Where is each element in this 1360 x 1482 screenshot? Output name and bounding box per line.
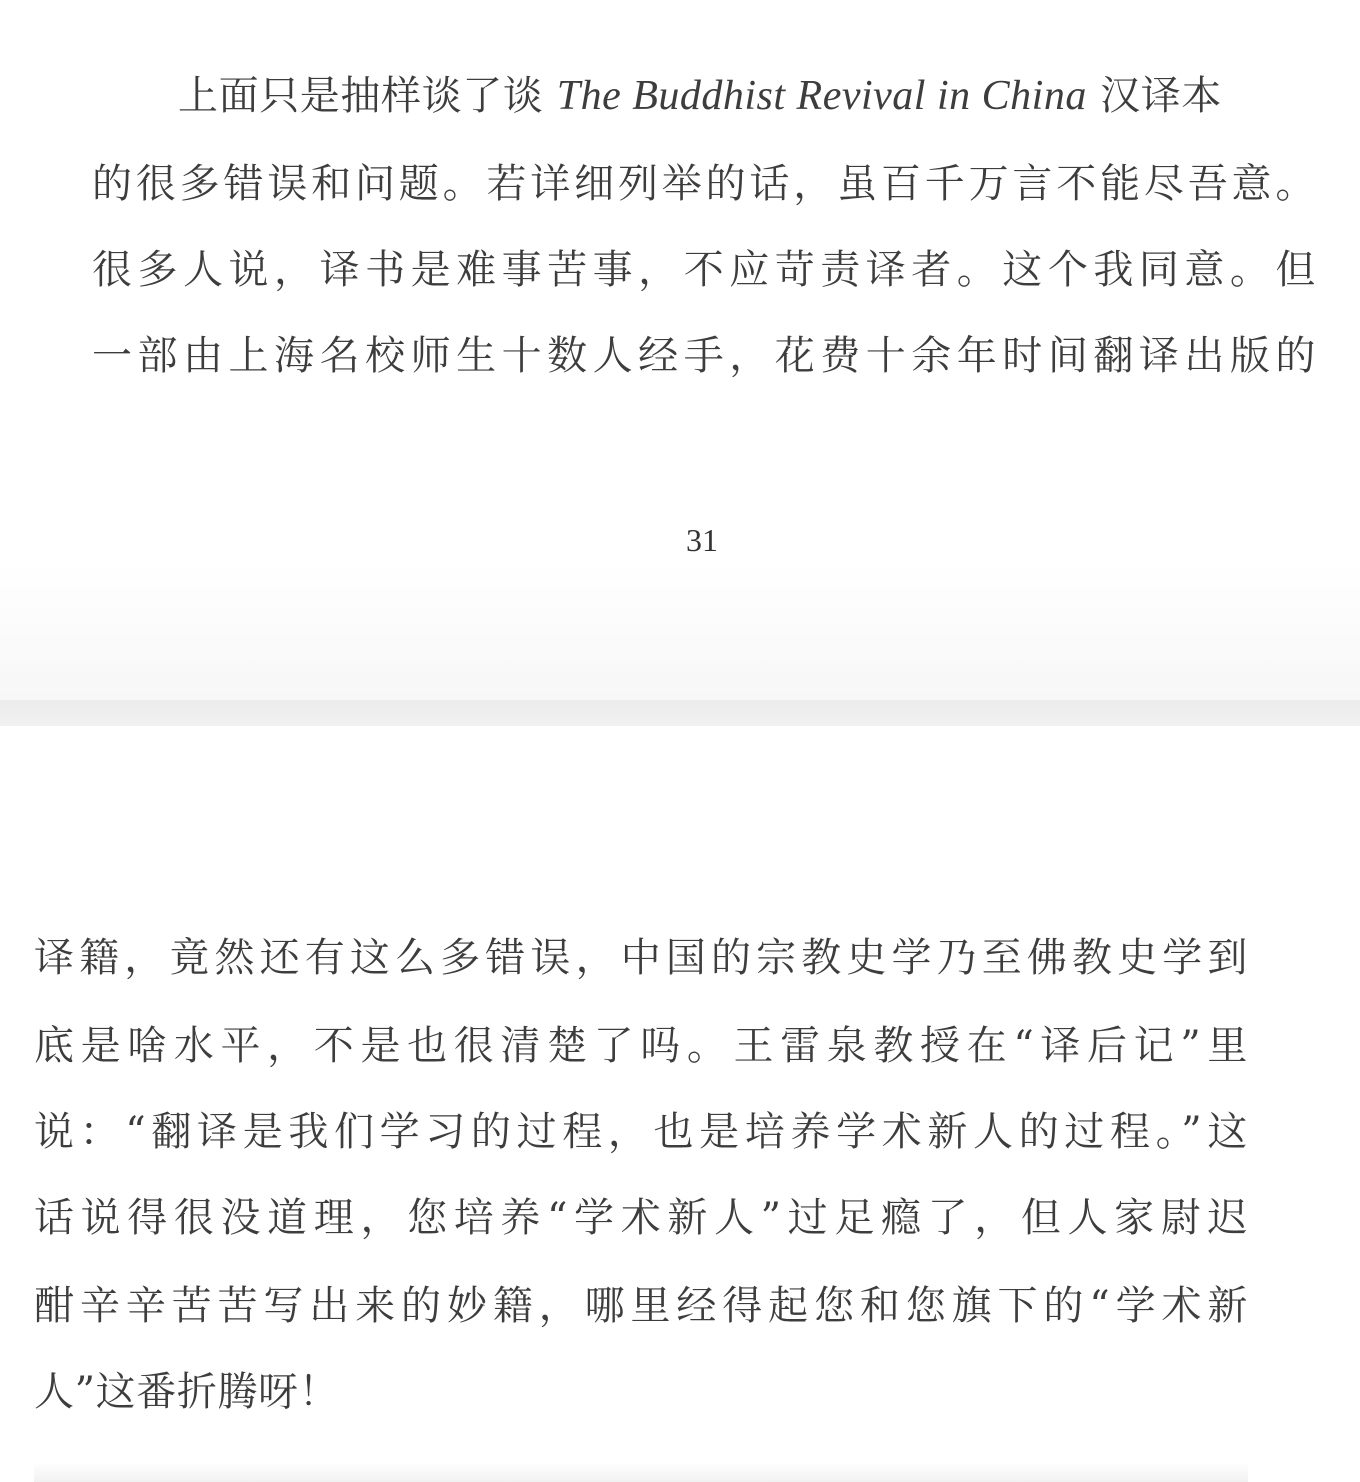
line-1-text-before: 上面只是抽样谈了谈 bbox=[178, 73, 557, 119]
page-number: 31 bbox=[686, 522, 718, 558]
paragraph-line-10: 人”这番折腾呀！ bbox=[34, 1369, 340, 1415]
paragraph-line-7: 说：“翻译是我们学习的过程，也是培养学术新人的过程。”这 bbox=[34, 1109, 1248, 1155]
next-page-ghost-text bbox=[34, 1462, 1248, 1482]
page-32 bbox=[0, 726, 1360, 1482]
page-separator bbox=[0, 700, 1360, 726]
paragraph-line-9: 酣辛辛苦苦写出来的妙籍，哪里经得起您和您旗下的“学术新 bbox=[34, 1283, 1248, 1329]
book-title-italic: The Buddhist Revival in China bbox=[556, 73, 1087, 119]
paragraph-line-5: 译籍，竟然还有这么多错误，中国的宗教史学乃至佛教史学到 bbox=[34, 935, 1248, 981]
page-31 bbox=[0, 0, 1360, 700]
paragraph-line-1 bbox=[178, 72, 1316, 120]
paragraph-line-3: 很多人说，译书是难事苦事，不应苛责译者。这个我同意。但 bbox=[92, 247, 1316, 293]
paragraph-line-4: 一部由上海名校师生十数人经手，花费十余年时间翻译出版的 bbox=[92, 333, 1316, 379]
line-1-text-after: 汉译本 bbox=[1086, 73, 1222, 119]
paragraph-line-6: 底是啥水平，不是也很清楚了吗。王雷泉教授在“译后记”里 bbox=[34, 1023, 1248, 1069]
paragraph-line-2: 的很多错误和问题。若详细列举的话，虽百千万言不能尽吾意。 bbox=[92, 161, 1316, 207]
paragraph-line-8: 话说得很没道理，您培养“学术新人”过足瘾了，但人家尉迟 bbox=[34, 1195, 1248, 1241]
